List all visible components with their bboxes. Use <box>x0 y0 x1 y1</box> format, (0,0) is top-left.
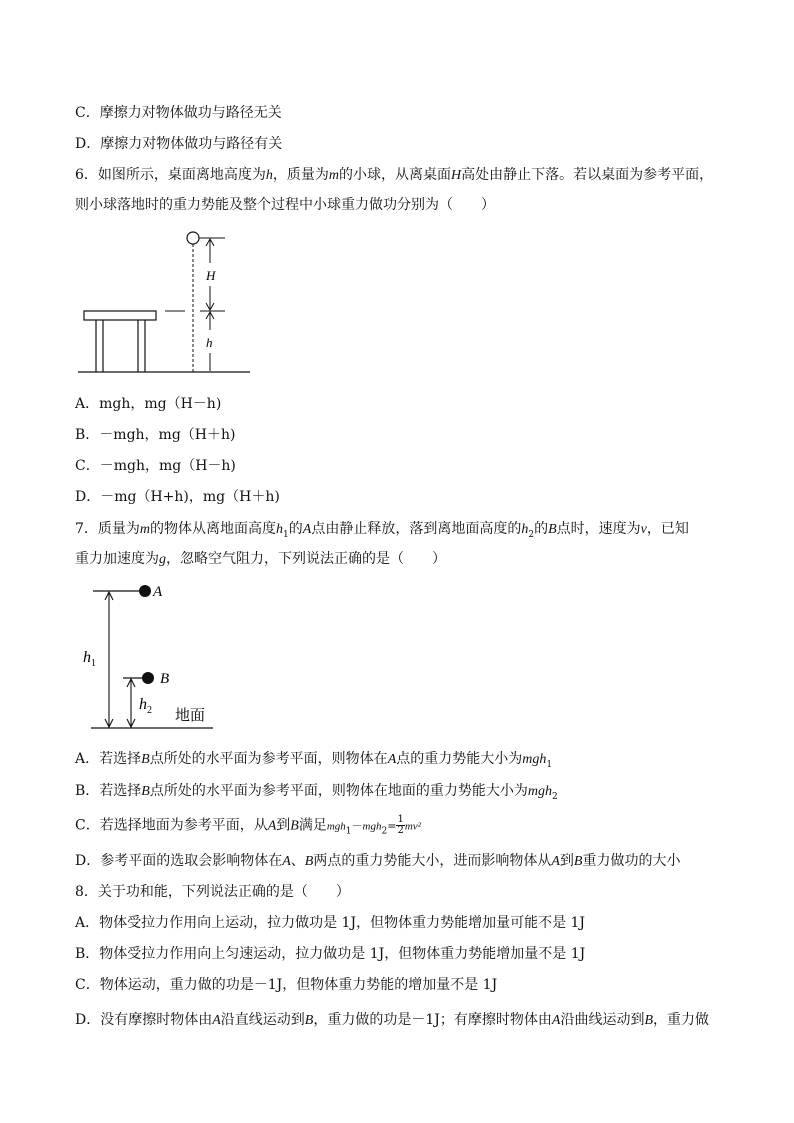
q7-stem-line1: 7．质量为m的物体从离地面高度$h_1$的A点由静止释放，落到离地面高度的$h_2$的B点时，速度为v，已知 <box>75 521 689 540</box>
q6-option-a: A．mgh，mg（H－h) <box>75 396 222 412</box>
label-B: B <box>160 671 170 687</box>
q6-option-c: C．－mgh，mg（H－h) <box>75 458 236 474</box>
label-ground: 地面 <box>175 708 206 724</box>
q6-figure <box>75 228 255 378</box>
q8-option-a: A．物体受拉力作用向上运动，拉力做功是 1J，但物体重力势能增加量可能不是 1J <box>75 915 586 931</box>
label-h: h <box>206 335 213 350</box>
point-A <box>139 585 151 597</box>
fraction-half: $\frac{1}{2}$ <box>397 814 404 836</box>
q7-figure <box>75 578 235 733</box>
point-B <box>142 672 154 684</box>
label-H: H <box>206 268 216 283</box>
label-A: A <box>153 584 163 600</box>
q7-option-b: B．若选择B点所处的水平面为参考平面，则物体在地面的重力势能大小为mgh$_2$ <box>75 783 558 802</box>
q7-option-d: D．参考平面的选取会影响物体在A、B两点的重力势能大小，进而影响物体从A到B重力做功的大小 <box>75 853 681 869</box>
q8-option-d: D．没有摩擦时物体由A沿直线运动到B，重力做的功是－1J；有摩擦时物体由A沿曲线运动到B，重力做 <box>75 1012 710 1028</box>
q8-stem: 8．关于功和能，下列说法正确的是（ ） <box>75 884 350 900</box>
q6-option-b: B．－mgh，mg（H＋h) <box>75 427 236 443</box>
q8-option-c: C．物体运动，重力做的功是－1J，但物体重力势能的增加量不是 1J <box>75 977 498 993</box>
q6-stem-line1: 6．如图所示，桌面离地高度为h，质量为m的小球，从离桌面H高处由静止下落。若以桌面为参考平面， <box>75 167 714 183</box>
q6-option-d: D．－mg（H+h)，mg（H＋h) <box>75 489 280 505</box>
q5-option-c: C．摩擦力对物体做功与路径无关 <box>75 105 282 121</box>
label-h1: $h_1$ <box>83 649 96 669</box>
q7-option-a: A．若选择B点所处的水平面为参考平面，则物体在A点的重力势能大小为mgh$_1$ <box>75 751 553 770</box>
label-h2: $h_2$ <box>139 696 152 716</box>
q7-option-c: C．若选择地面为参考平面，从A到B满足mgh$_1$－mgh$_2$= $\frac{1}{2}$ mv² <box>75 814 421 837</box>
q5-option-d: D．摩擦力对物体做功与路径有关 <box>75 136 283 152</box>
q7-stem-line2: 重力加速度为g，忽略空气阻力，下列说法正确的是（ ） <box>75 551 446 567</box>
q6-stem-line2: 则小球落地时的重力势能及整个过程中小球重力做功分别为（ ） <box>75 197 495 213</box>
q8-option-b: B．物体受拉力作用向上匀速运动，拉力做功是 1J，但物体重力势能增加量不是 1J <box>75 946 586 962</box>
